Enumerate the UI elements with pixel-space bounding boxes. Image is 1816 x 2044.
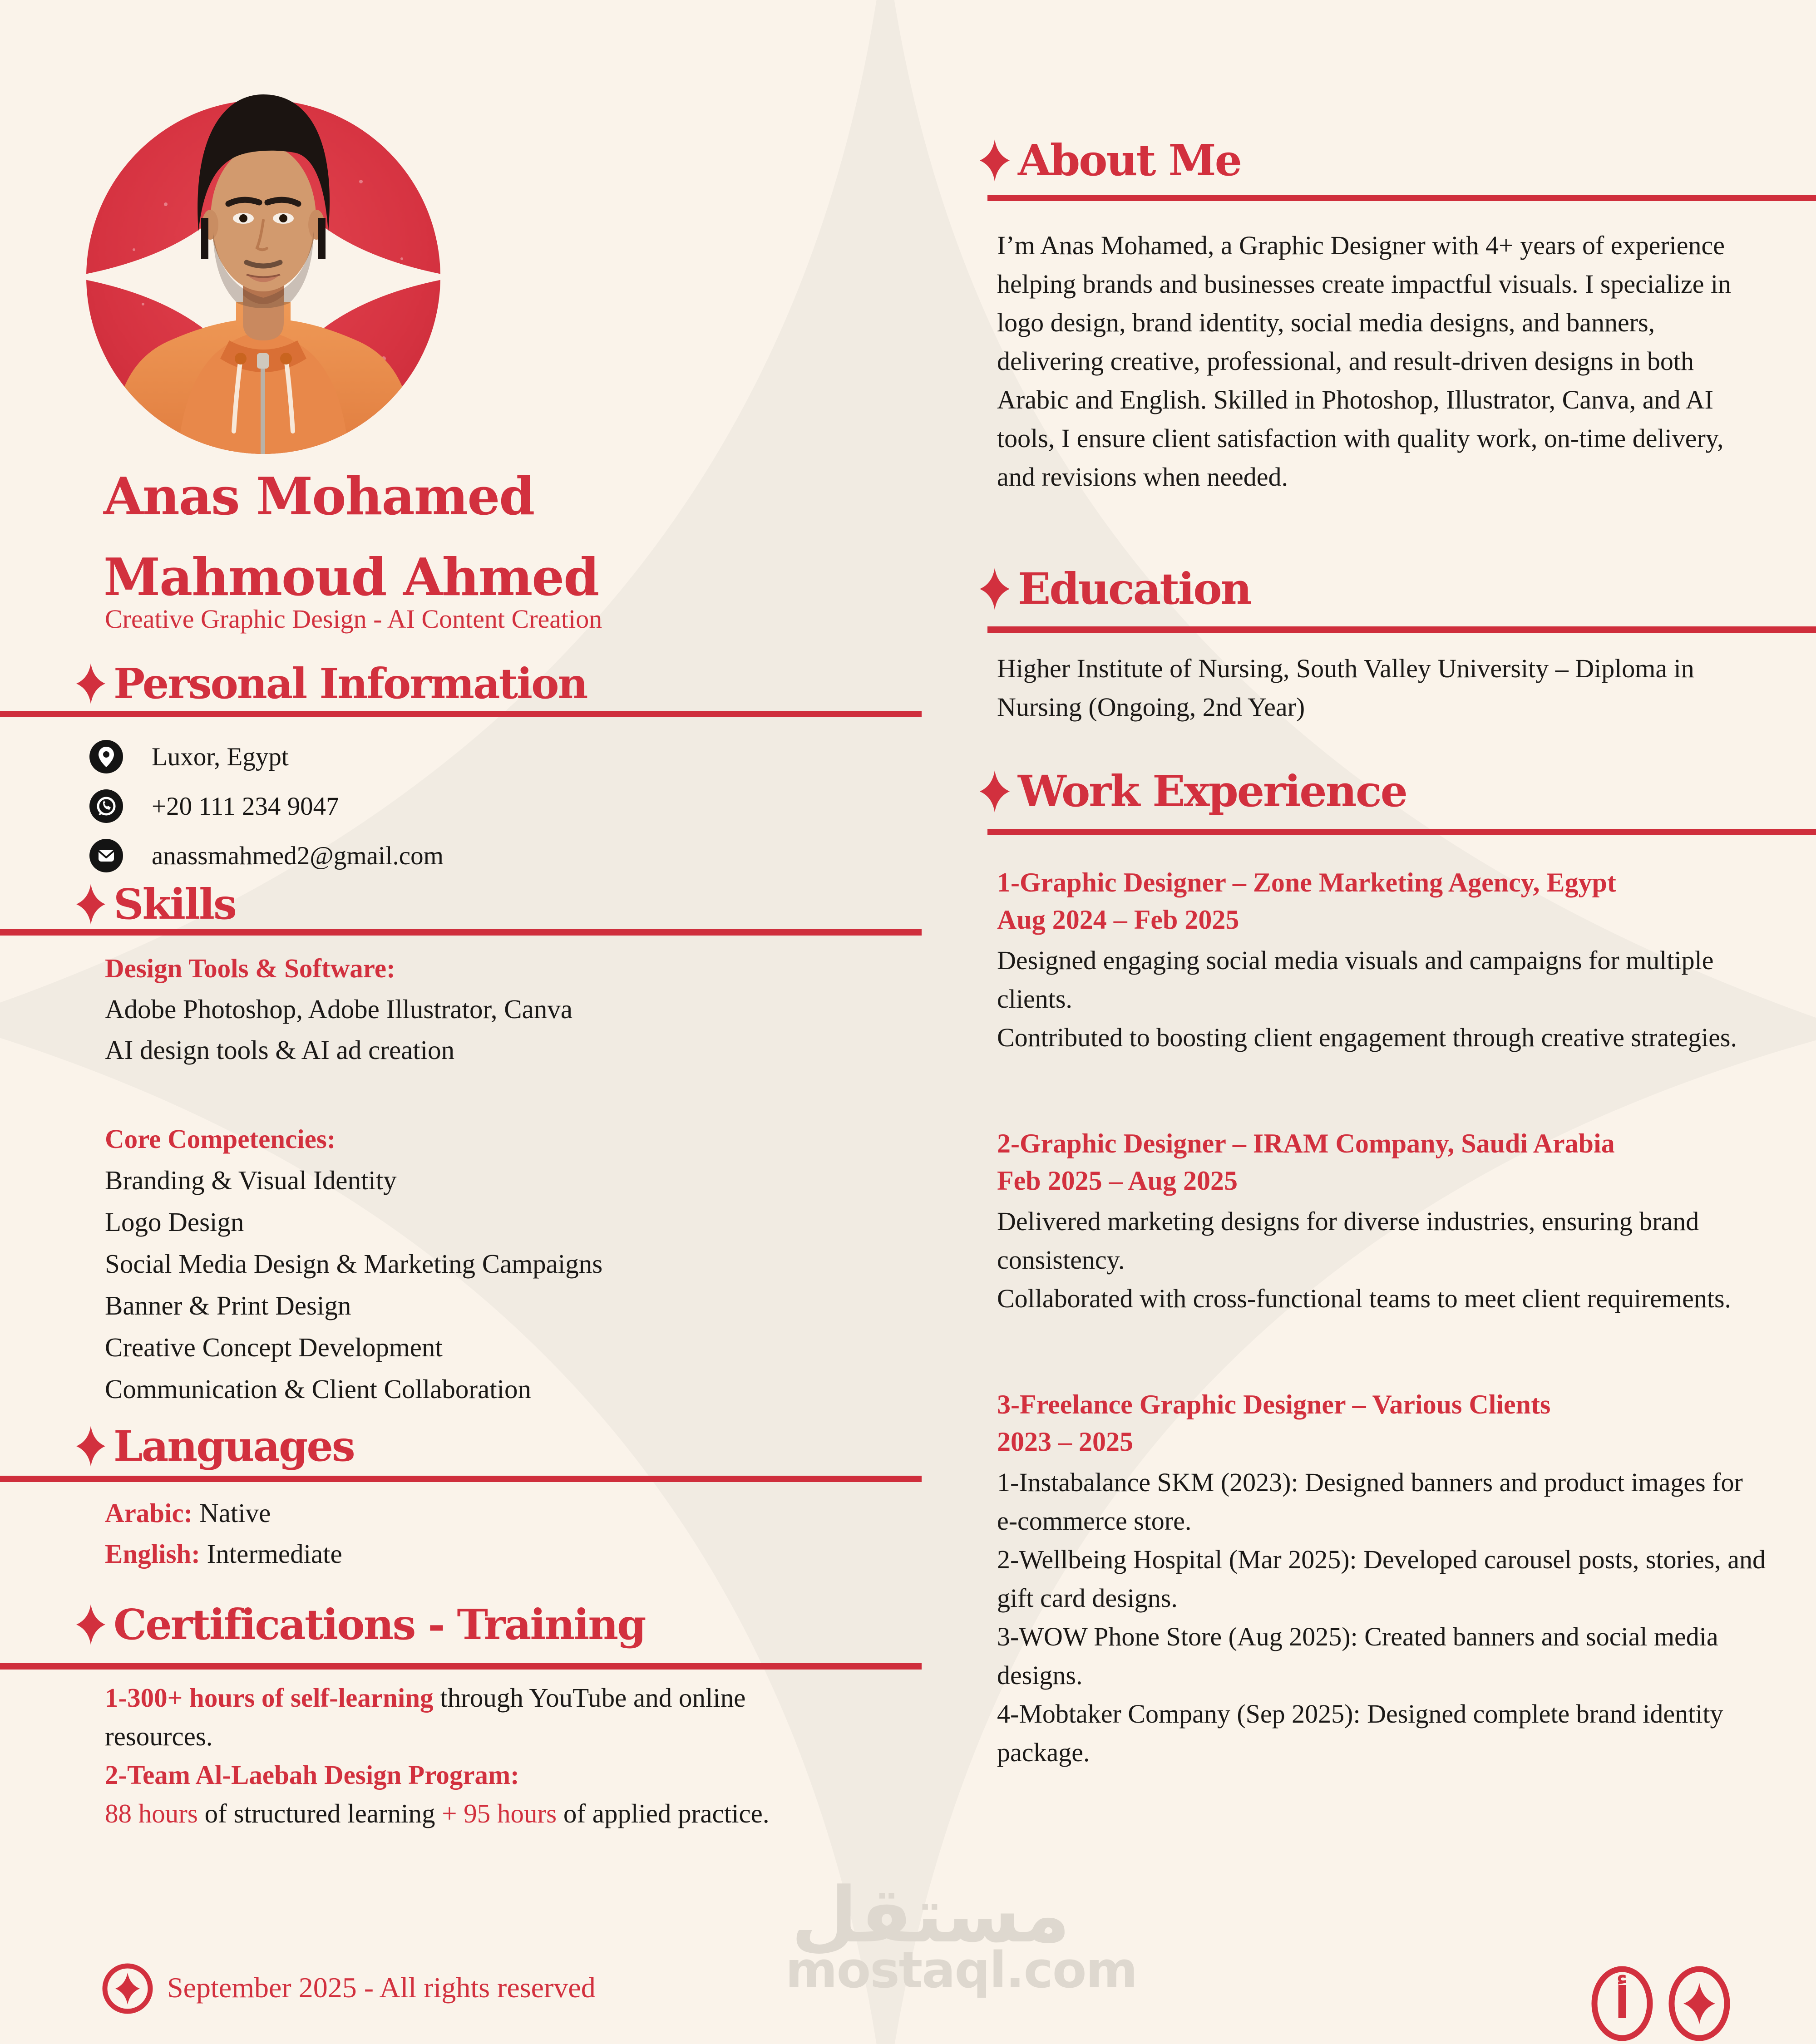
section-title: Skills [114, 880, 236, 929]
whatsapp-icon [89, 789, 123, 823]
footer-badge-sparkle-icon [100, 1961, 155, 2016]
language-label: Arabic: [105, 1498, 193, 1528]
language-label: English: [105, 1539, 200, 1569]
sparkle-icon [76, 663, 105, 704]
footer-copyright-text: September 2025 - All rights reserved [167, 1971, 596, 2004]
contact-row-location [89, 736, 444, 777]
sparkle-icon [76, 1604, 105, 1645]
job-description: 3-WOW Phone Store (Aug 2025): Created banners and social media designs. [997, 1622, 1718, 1690]
cert-hours-highlight: 88 hours [105, 1798, 198, 1828]
section-heading-skills [76, 880, 236, 929]
job-description: Delivered marketing designs for diverse industries, ensuring brand consistency. [997, 1207, 1699, 1275]
cert-item1-highlight: 1-300+ hours of self-learning [105, 1683, 434, 1713]
skills-body [105, 948, 831, 1410]
watermark-arabic: مستقل [791, 1871, 1071, 1960]
section-rule [0, 1663, 922, 1670]
certifications-body [105, 1679, 813, 1833]
languages-body [105, 1492, 342, 1574]
svg-text:أ: أ [1614, 1978, 1630, 2029]
section-heading-about-me [980, 135, 1241, 186]
skills-design-tools-line: AI design tools & AI ad creation [105, 1035, 455, 1065]
oval-arabic-letter-icon [1588, 1965, 1656, 2043]
job-description: 2-Wellbeing Hospital (Mar 2025): Developed carousel posts, stories, and gift card designs. [997, 1545, 1766, 1613]
job-entry [997, 1386, 1769, 1772]
cert-item1-text: through YouTube and online resources. [105, 1683, 746, 1751]
section-title: About Me [1018, 135, 1241, 186]
skill-item: Branding & Visual Identity [105, 1165, 397, 1195]
contact-email-text: anassmahmed2@gmail.com [152, 841, 444, 870]
profile-subtitle: Creative Graphic Design - AI Content Creation [105, 604, 602, 634]
job-title: 2-Graphic Designer – IRAM Company, Saudi Arabia [997, 1128, 1615, 1158]
skill-item: Logo Design [105, 1207, 244, 1237]
job-title: 1-Graphic Designer – Zone Marketing Agency, Egypt [997, 867, 1616, 897]
name-line1: Anas Mohamed [104, 466, 534, 527]
skill-item: Social Media Design & Marketing Campaigns [105, 1249, 603, 1279]
contact-phone-text: +20 111 234 9047 [152, 792, 339, 821]
cert-item2-heading: 2-Team Al-Laebah Design Program: [105, 1760, 519, 1790]
skill-item: Banner & Print Design [105, 1290, 351, 1320]
section-rule [987, 829, 1816, 835]
language-row [105, 1533, 342, 1574]
job-dates: Aug 2024 – Feb 2025 [997, 905, 1239, 935]
watermark-latin: mostaql.com [785, 1941, 1137, 1999]
section-rule [0, 929, 922, 936]
section-rule [987, 626, 1816, 633]
language-value: Intermediate [200, 1539, 342, 1569]
skills-core-label: Core Competencies: [105, 1124, 336, 1154]
language-row [105, 1492, 342, 1533]
section-rule [987, 195, 1816, 201]
section-heading-work-experience [980, 766, 1406, 817]
skill-item: Communication & Client Collaboration [105, 1374, 531, 1404]
job-title: 3-Freelance Graphic Designer – Various Clients [997, 1389, 1551, 1419]
cert-hours-highlight: + 95 hours [442, 1798, 557, 1828]
contact-row-phone [89, 786, 444, 827]
job-dates: Feb 2025 – Aug 2025 [997, 1166, 1238, 1196]
name-line2: Mahmoud Ahmed [104, 547, 599, 607]
sparkle-icon [980, 139, 1010, 182]
section-heading-education [980, 564, 1251, 614]
location-pin-icon [89, 739, 123, 774]
job-entry [997, 1125, 1769, 1318]
skills-design-tools-line: Adobe Photoshop, Adobe Illustrator, Canva [105, 994, 573, 1024]
oval-sparkle-icon [1665, 1965, 1733, 2043]
job-dates: 2023 – 2025 [997, 1427, 1133, 1457]
education-body: Higher Institute of Nursing, South Valley University – Diploma in Nursing (Ongoing, 2nd Year) [997, 654, 1694, 722]
section-title: Languages [114, 1422, 354, 1471]
avatar [84, 68, 443, 463]
mostaql-watermark [785, 1871, 1137, 1999]
section-rule [0, 1476, 922, 1482]
about-body: I’m Anas Mohamed, a Graphic Designer with 4+ years of experience helping brands and businesses create impactful visuals. I specialize in logo design, brand identity, social media designs, and banners, delivering creative, professional, and result-driven designs in both Arabic and English. Skilled in Photoshop, Illustrator, Canva, and AI tools, I ensure client satisfaction with quality work, on-time delivery, and revisions when needed. [997, 231, 1732, 492]
job-description: Contributed to boosting client engagement through creative strategies. [997, 1023, 1737, 1052]
contact-row-email [89, 835, 444, 876]
section-title: Education [1018, 564, 1251, 614]
section-title: Personal Information [114, 659, 587, 708]
page-title-name [104, 456, 598, 618]
skills-design-tools-label: Design Tools & Software: [105, 953, 395, 983]
job-entry [997, 864, 1769, 1057]
cert-text: of applied practice. [557, 1798, 770, 1828]
sparkle-icon [76, 883, 105, 925]
contact-list [89, 736, 444, 885]
section-title: Certifications - Training [114, 1600, 645, 1649]
section-heading-certifications [76, 1600, 645, 1649]
section-rule [0, 711, 922, 717]
section-heading-languages [76, 1422, 354, 1471]
job-description: 4-Mobtaker Company (Sep 2025): Designed complete brand identity package. [997, 1699, 1723, 1767]
cert-item2-detail [105, 1794, 813, 1833]
section-title: Work Experience [1018, 766, 1407, 817]
contact-location-text: Luxor, Egypt [152, 742, 289, 771]
skill-item: Creative Concept Development [105, 1332, 443, 1362]
cert-text: of structured learning [197, 1798, 442, 1828]
language-value: Native [192, 1498, 271, 1528]
email-icon [89, 838, 123, 873]
sparkle-icon [76, 1425, 105, 1467]
work-experience-list [997, 864, 1769, 1840]
sparkle-icon [980, 567, 1010, 611]
job-description: 1-Instabalance SKM (2023): Designed banners and product images for e-commerce store. [997, 1468, 1743, 1536]
sparkle-icon [980, 770, 1010, 813]
section-heading-personal-information [76, 659, 587, 708]
job-description: Designed engaging social media visuals and campaigns for multiple clients. [997, 946, 1714, 1014]
job-description: Collaborated with cross-functional teams to meet client requirements. [997, 1284, 1732, 1313]
